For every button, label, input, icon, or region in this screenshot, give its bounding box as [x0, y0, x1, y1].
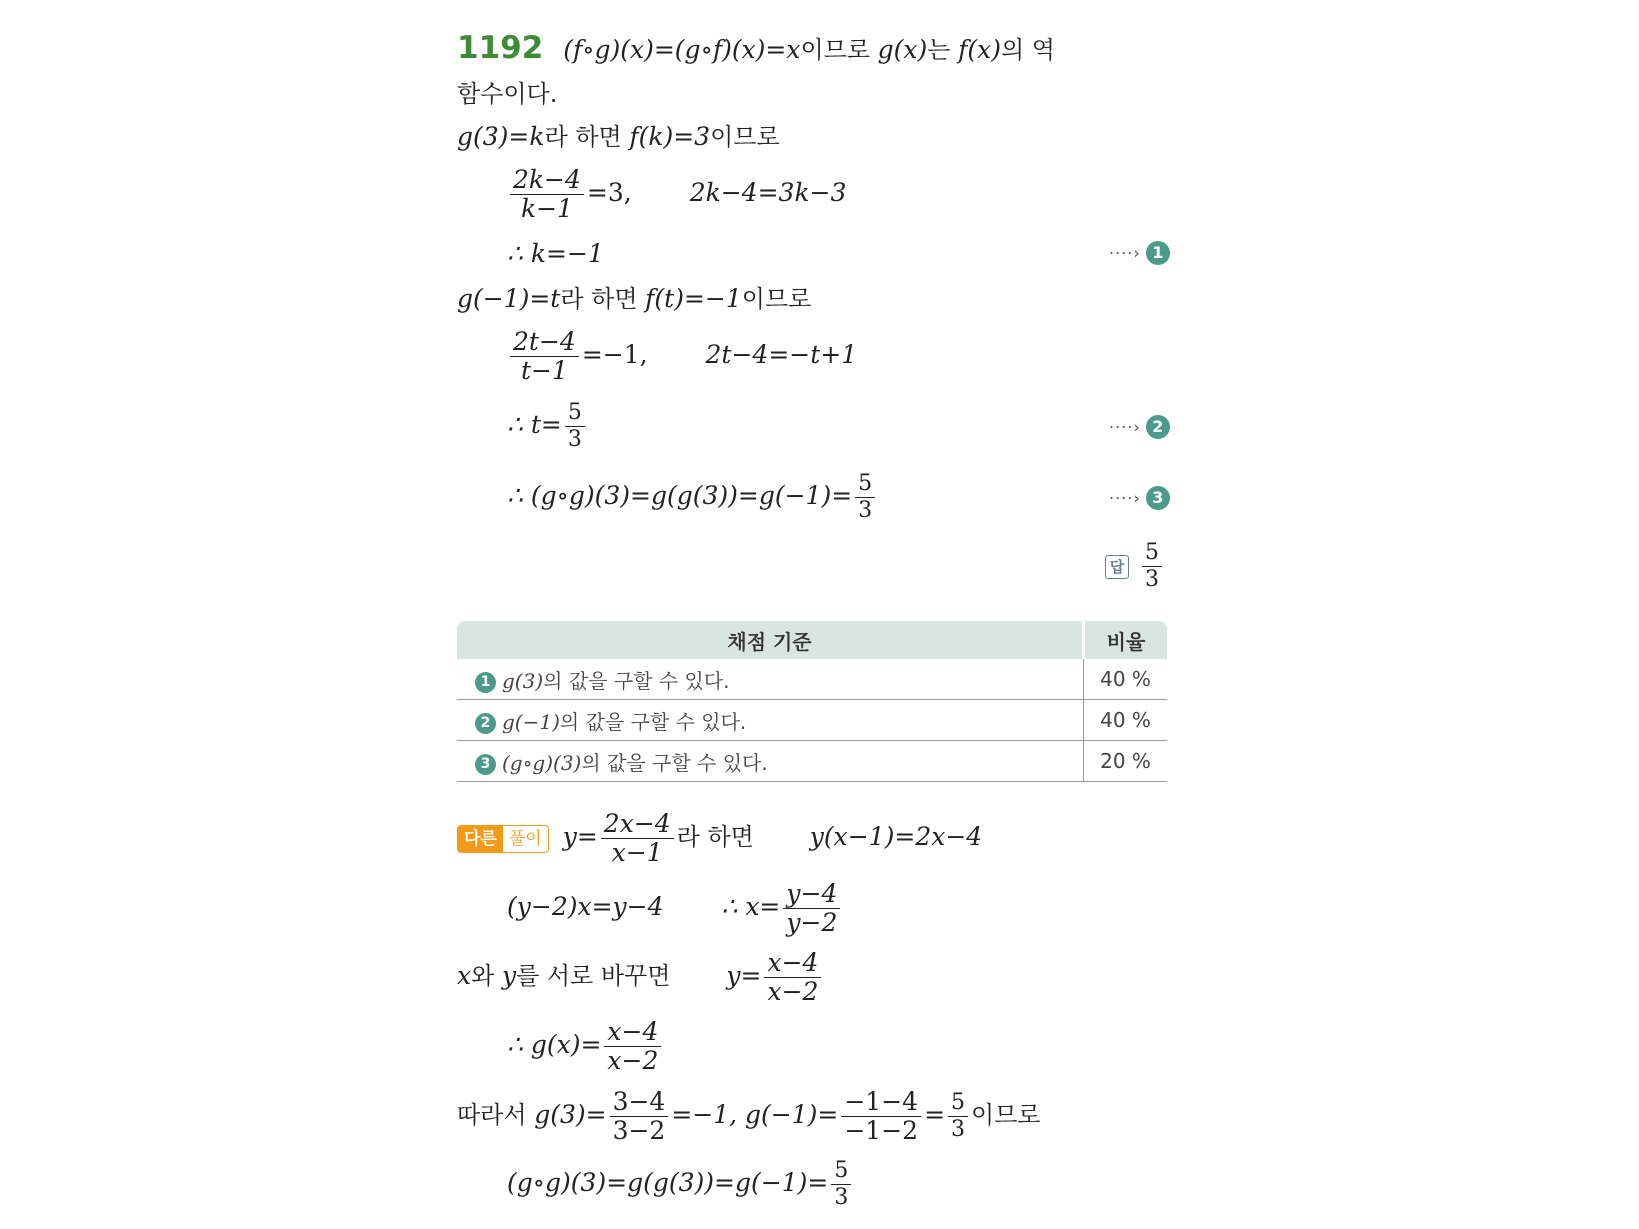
alt-frac5-num: 3−4	[610, 1088, 669, 1117]
alt-frac2-num: y−4	[783, 880, 840, 909]
step1-condition-text: 이므로	[710, 123, 780, 151]
step3-expression: ∴ (g∘g)(3)=g(g(3))=g(−1)=	[507, 481, 853, 510]
step1-frac-num: 2k−4	[510, 166, 584, 195]
alt-frac7	[948, 1090, 968, 1143]
step3-marker	[1109, 486, 1170, 510]
table-row	[457, 741, 1167, 782]
alt-final-fraction	[831, 1158, 851, 1211]
step3-den: 3	[858, 498, 873, 523]
circled-number-icon: 3	[1146, 486, 1170, 510]
answer-num: 5	[1142, 540, 1162, 567]
alt-line3	[457, 949, 824, 1006]
f-of-x: f(x)	[958, 35, 1001, 64]
problem-number: 1192	[457, 30, 544, 66]
step1-eq-rhs: =3,	[586, 178, 632, 207]
step2-eq2: 2t−4=−t+1	[705, 340, 858, 369]
alt-frac2-den: y−2	[786, 908, 838, 937]
alt-text1: 라 하면	[676, 823, 754, 851]
alt-tag-sublabel: 풀이	[508, 828, 542, 849]
step2-result	[507, 400, 588, 453]
step2-assumption	[457, 284, 811, 314]
alt-frac3-num: x−4	[764, 949, 821, 978]
step2-marker	[1109, 415, 1170, 439]
alt-frac3-den: x−2	[767, 977, 819, 1006]
criteria-text: 의 값을 구할 수 있다.	[543, 668, 730, 693]
alt-line4	[507, 1018, 664, 1075]
alt-y-eq: y=	[562, 822, 598, 851]
answer-fraction	[1142, 540, 1162, 593]
dots-arrow-icon: ····›	[1109, 417, 1141, 437]
step1-assume-text: 라 하면	[544, 123, 630, 151]
step2-frac-num: 2t−4	[510, 328, 579, 357]
alt-end-text: 이므로	[971, 1101, 1041, 1129]
alt-line1	[457, 810, 982, 867]
step1-eq2: 2k−4=3k−3	[689, 178, 847, 207]
criteria-cell	[457, 659, 1084, 700]
alt-frac4-den: x−2	[607, 1046, 659, 1075]
criteria-math: g(−1)	[502, 709, 560, 734]
answer-den: 3	[1145, 567, 1159, 592]
alt-tag-label: 다른	[458, 826, 503, 852]
alt-frac3	[764, 949, 821, 1006]
alt-g3: g(3)=	[534, 1100, 607, 1129]
criteria-cell	[457, 741, 1084, 782]
alt-eq2: (y−2)x=y−4	[507, 892, 664, 921]
dots-arrow-icon: ····›	[1109, 243, 1141, 263]
header-criteria: 채점 기준	[457, 621, 1084, 659]
criteria-cell	[457, 700, 1084, 741]
grading-header-row	[457, 621, 1167, 659]
step1-marker	[1109, 241, 1170, 265]
alt-final-num: 5	[831, 1158, 851, 1185]
g-of-x: g(x)	[877, 35, 928, 64]
criteria-math: (g∘g)(3)	[502, 750, 582, 775]
step2-result-fraction	[565, 400, 585, 453]
alt-swap-y: y	[501, 961, 517, 990]
final-answer	[1105, 540, 1165, 593]
alt-line2	[507, 880, 843, 937]
alt-y-eq: y=	[726, 961, 762, 990]
step2-eq-rhs: =−1,	[581, 340, 648, 369]
alt-frac1	[601, 810, 674, 867]
alt-frac2	[783, 880, 840, 937]
intro-text: 는	[927, 36, 959, 64]
step2-result-num: 5	[565, 400, 585, 427]
table-row	[457, 700, 1167, 741]
step2-result-den: 3	[567, 427, 582, 452]
alt-line5: 따라서 g(3)= $\frac{3-4}{3-2}$ =−1, g(−1)= $\frac{-1-4}{-1-2}$ = $\frac{5}{3}$ 이므로	[457, 1087, 1041, 1145]
step3-fraction	[855, 471, 875, 524]
alt-frac7-num: 5	[948, 1090, 968, 1117]
step1-equation	[507, 166, 846, 223]
header-ratio: 비율	[1084, 621, 1168, 659]
step3-num: 5	[855, 471, 875, 498]
circled-number-icon: 1	[1146, 241, 1170, 265]
step1-result: ∴ k=−1	[507, 239, 604, 268]
alt-final-den: 3	[834, 1185, 849, 1210]
alt-frac5	[610, 1088, 669, 1145]
criteria-text: 의 값을 구할 수 있다.	[559, 709, 747, 734]
dots-arrow-icon: ····›	[1109, 488, 1141, 508]
step2-fraction	[510, 328, 579, 385]
problem-intro-line	[457, 30, 1055, 66]
intro-text: 의 역	[1000, 36, 1055, 64]
step2-equation	[507, 328, 857, 385]
ratio-cell: 40 %	[1084, 659, 1168, 700]
step1-assumption	[457, 122, 780, 152]
step1-fraction	[510, 166, 584, 223]
step2-result-prefix: ∴ t=	[507, 410, 562, 439]
alt-eq1: y(x−1)=2x−4	[809, 822, 983, 851]
ratio-cell: 40 %	[1084, 700, 1168, 741]
alt-frac4	[604, 1018, 661, 1075]
ratio-cell: 20 %	[1084, 741, 1168, 782]
alt-swap-x: x	[457, 961, 472, 990]
alt-frac1-num: 2x−4	[601, 810, 674, 839]
circled-number-icon: 3	[475, 754, 496, 775]
alt-frac7-den: 3	[951, 1117, 966, 1142]
problem-intro-line2: 함수이다.	[457, 80, 558, 108]
table-row	[457, 659, 1167, 700]
step1-assume-math: g(3)=k	[457, 122, 545, 151]
step1-condition: f(k)=3	[629, 122, 711, 151]
step2-assume-text: 라 하면	[560, 285, 646, 313]
composition-identity: (f∘g)(x)=(g∘f)(x)=x	[563, 35, 801, 64]
alt-frac1-den: x−1	[611, 838, 663, 867]
alt-final-expr: (g∘g)(3)=g(g(3))=g(−1)=	[507, 1168, 829, 1197]
step2-frac-den: t−1	[520, 356, 568, 385]
alt-g-prefix: ∴ g(x)=	[507, 1030, 602, 1059]
step2-condition-text: 이므로	[741, 285, 812, 313]
circled-number-icon: 1	[475, 672, 496, 693]
alt-frac5-den: 3−2	[612, 1116, 666, 1145]
alt-g3-rhs: =−1, g(−1)=	[671, 1100, 839, 1129]
circled-number-icon: 2	[475, 713, 496, 734]
alt-swap-text1: 와	[471, 962, 502, 990]
alt-frac6-den: −1−2	[844, 1116, 919, 1145]
alt-solution-tag	[457, 825, 549, 853]
circled-number-icon: 2	[1146, 415, 1170, 439]
alt-frac6-num: −1−4	[841, 1088, 921, 1117]
alt-swap-text2: 를 서로 바꾸면	[516, 962, 671, 990]
step2-condition: f(t)=−1	[645, 284, 742, 313]
alt-line6	[507, 1158, 854, 1211]
alt-frac6	[841, 1088, 921, 1145]
step3-result	[507, 471, 878, 524]
alt-eq3-prefix: ∴ x=	[721, 892, 781, 921]
alt-frac4-num: x−4	[604, 1018, 661, 1047]
step1-frac-den: k−1	[520, 194, 573, 223]
criteria-text: 의 값을 구할 수 있다.	[581, 750, 768, 775]
criteria-math: g(3)	[502, 668, 544, 693]
intro-text: 이므로	[800, 36, 878, 64]
grading-table	[457, 621, 1167, 782]
step2-assume-math: g(−1)=t	[457, 284, 561, 313]
alt-therefore-text: 따라서	[457, 1101, 535, 1129]
answer-icon: 답	[1105, 555, 1129, 579]
